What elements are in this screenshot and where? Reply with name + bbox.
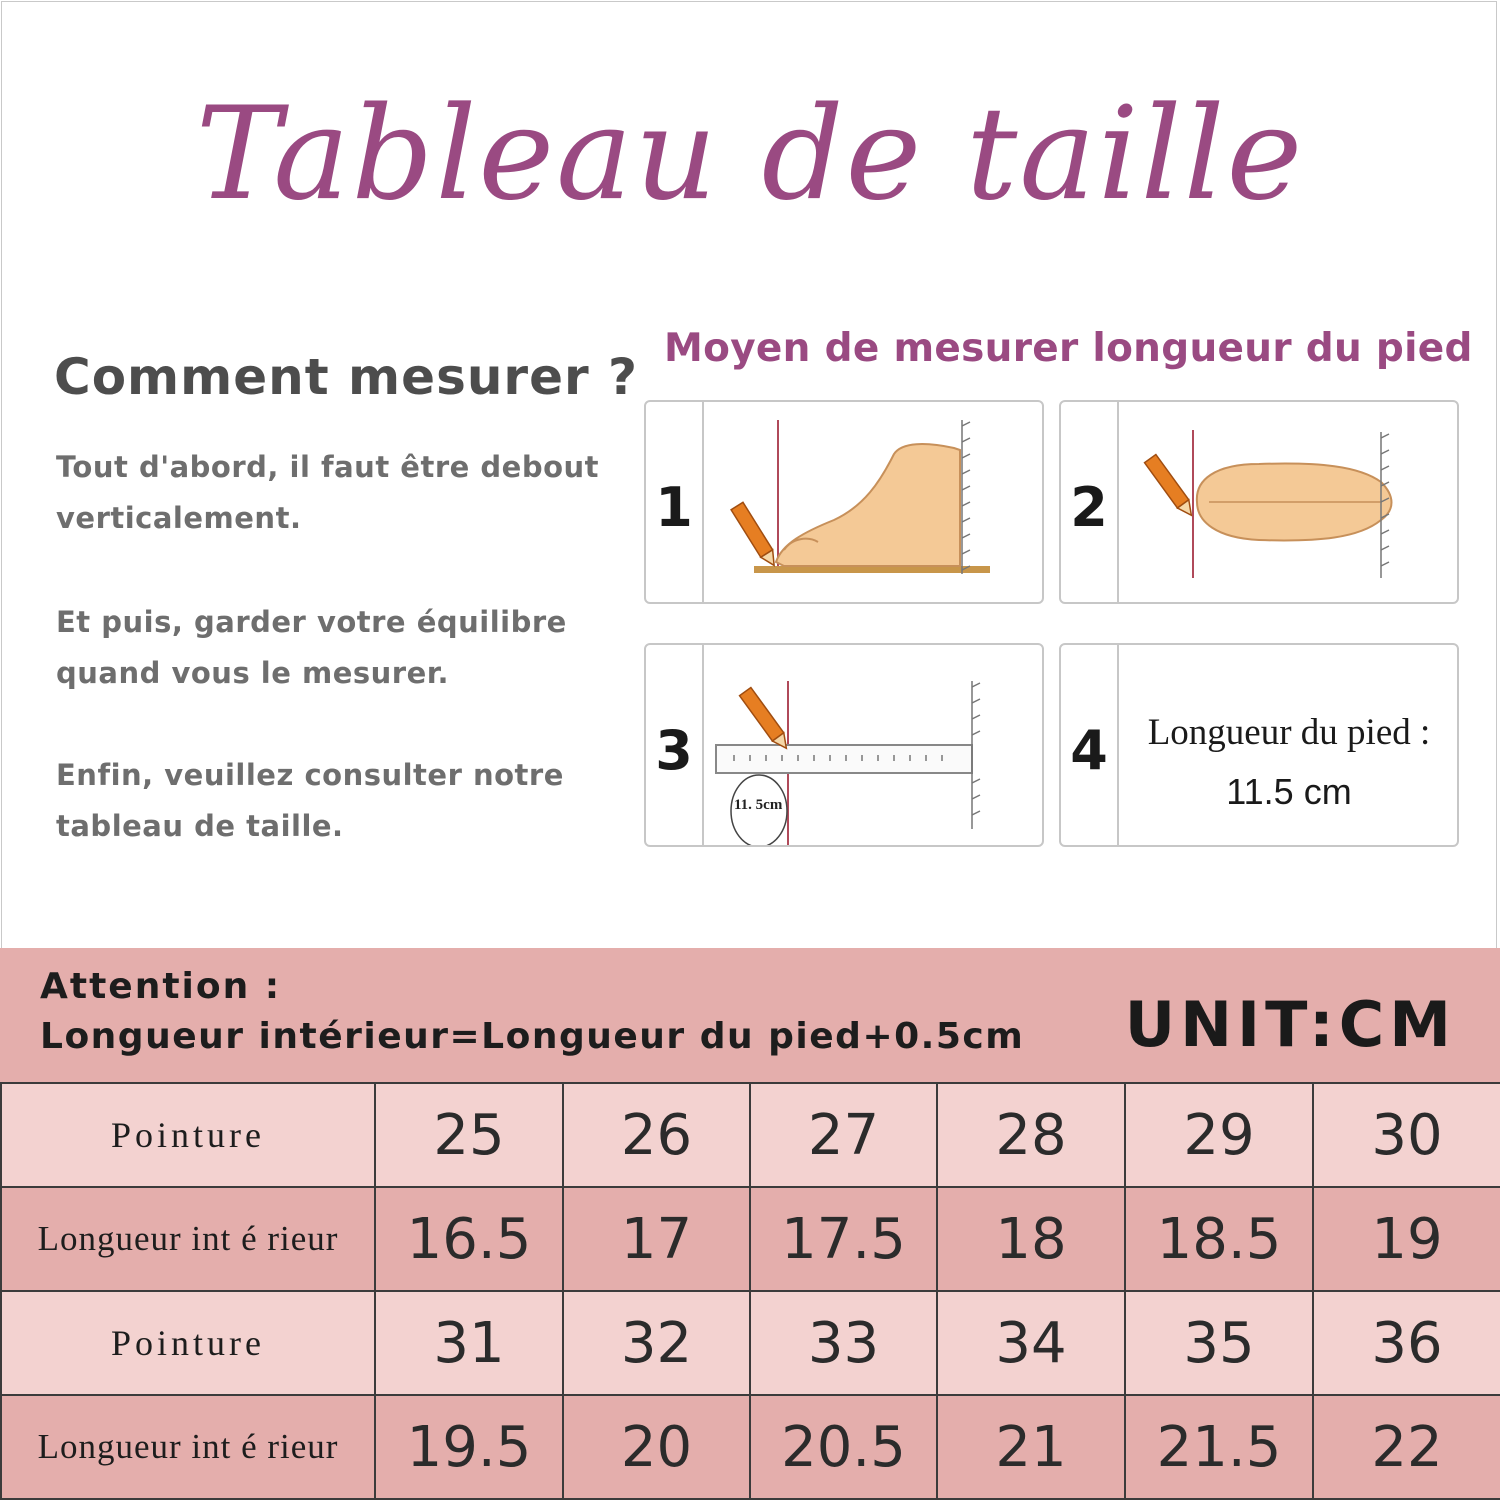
- how-to-heading: Comment mesurer ?: [54, 348, 639, 406]
- table-row: [1, 1395, 1500, 1499]
- paragraph-line: Et puis, garder votre équilibre: [56, 605, 567, 639]
- step-divider: [1117, 645, 1119, 845]
- table-cell: 19: [1313, 1187, 1500, 1291]
- measure-heading: Moyen de mesurer longueur du pied: [664, 326, 1473, 371]
- how-to-paragraph-1: [56, 442, 599, 544]
- size-table: [0, 1082, 1500, 1500]
- paragraph-line: verticalement.: [56, 501, 302, 535]
- ruler-illustration: [704, 645, 1042, 845]
- paragraph-line: quand vous le mesurer.: [56, 656, 449, 690]
- table-cell: 18.5: [1125, 1187, 1313, 1291]
- page-title: Tableau de taille: [195, 80, 1305, 229]
- table-cell: 16.5: [375, 1187, 563, 1291]
- step-number: 1: [655, 476, 693, 539]
- how-to-paragraph-2: [56, 597, 567, 699]
- row-header: Pointure: [1, 1291, 375, 1395]
- table-cell: 31: [375, 1291, 563, 1395]
- table-cell: 21: [937, 1395, 1125, 1499]
- ruler-reading-label: 11. 5cm: [734, 797, 783, 813]
- paragraph-line: Enfin, veuillez consulter notre: [56, 758, 564, 792]
- step-panel-4: [1059, 643, 1459, 847]
- table-cell: 17.5: [750, 1187, 937, 1291]
- attention-formula: Longueur intérieur=Longueur du pied+0.5cm: [40, 1016, 1025, 1057]
- table-cell: 19.5: [375, 1395, 563, 1499]
- table-cell: 21.5: [1125, 1395, 1313, 1499]
- table-cell: 36: [1313, 1291, 1500, 1395]
- table-cell: 27: [750, 1083, 937, 1187]
- paragraph-line: Tout d'abord, il faut être debout: [56, 450, 600, 484]
- table-row: [1, 1291, 1500, 1395]
- foot-side-illustration: [704, 402, 1042, 602]
- table-cell: 25: [375, 1083, 563, 1187]
- table-cell: 34: [937, 1291, 1125, 1395]
- table-cell: 28: [937, 1083, 1125, 1187]
- how-to-paragraph-3: [56, 750, 564, 852]
- table-cell: 30: [1313, 1083, 1500, 1187]
- unit-label: UNIT:CM: [1124, 988, 1456, 1061]
- step-panel-3: [644, 643, 1044, 847]
- paragraph-line: tableau de taille.: [56, 809, 344, 843]
- foot-length-value: 11.5 cm: [1226, 771, 1352, 812]
- step-number: 2: [1070, 476, 1108, 539]
- row-header: Pointure: [1, 1083, 375, 1187]
- table-row: [1, 1187, 1500, 1291]
- table-cell: 26: [563, 1083, 750, 1187]
- table-cell: 20: [563, 1395, 750, 1499]
- table-cell: 32: [563, 1291, 750, 1395]
- table-cell: 35: [1125, 1291, 1313, 1395]
- step-number: 3: [655, 719, 693, 782]
- foot-length-label: Longueur du pied :: [1147, 712, 1431, 753]
- attention-band: [0, 948, 1500, 1082]
- foot-top-illustration: [1119, 402, 1457, 602]
- step-number: 4: [1070, 719, 1108, 782]
- row-header: Longueur int é rieur: [1, 1187, 375, 1291]
- table-cell: 33: [750, 1291, 937, 1395]
- table-row: [1, 1083, 1500, 1187]
- table-cell: 22: [1313, 1395, 1500, 1499]
- step-panel-1: [644, 400, 1044, 604]
- table-cell: 17: [563, 1187, 750, 1291]
- row-header: Longueur int é rieur: [1, 1395, 375, 1499]
- attention-title: Attention :: [40, 966, 282, 1007]
- table-cell: 18: [937, 1187, 1125, 1291]
- table-cell: 29: [1125, 1083, 1313, 1187]
- table-cell: 20.5: [750, 1395, 937, 1499]
- step-panel-2: [1059, 400, 1459, 604]
